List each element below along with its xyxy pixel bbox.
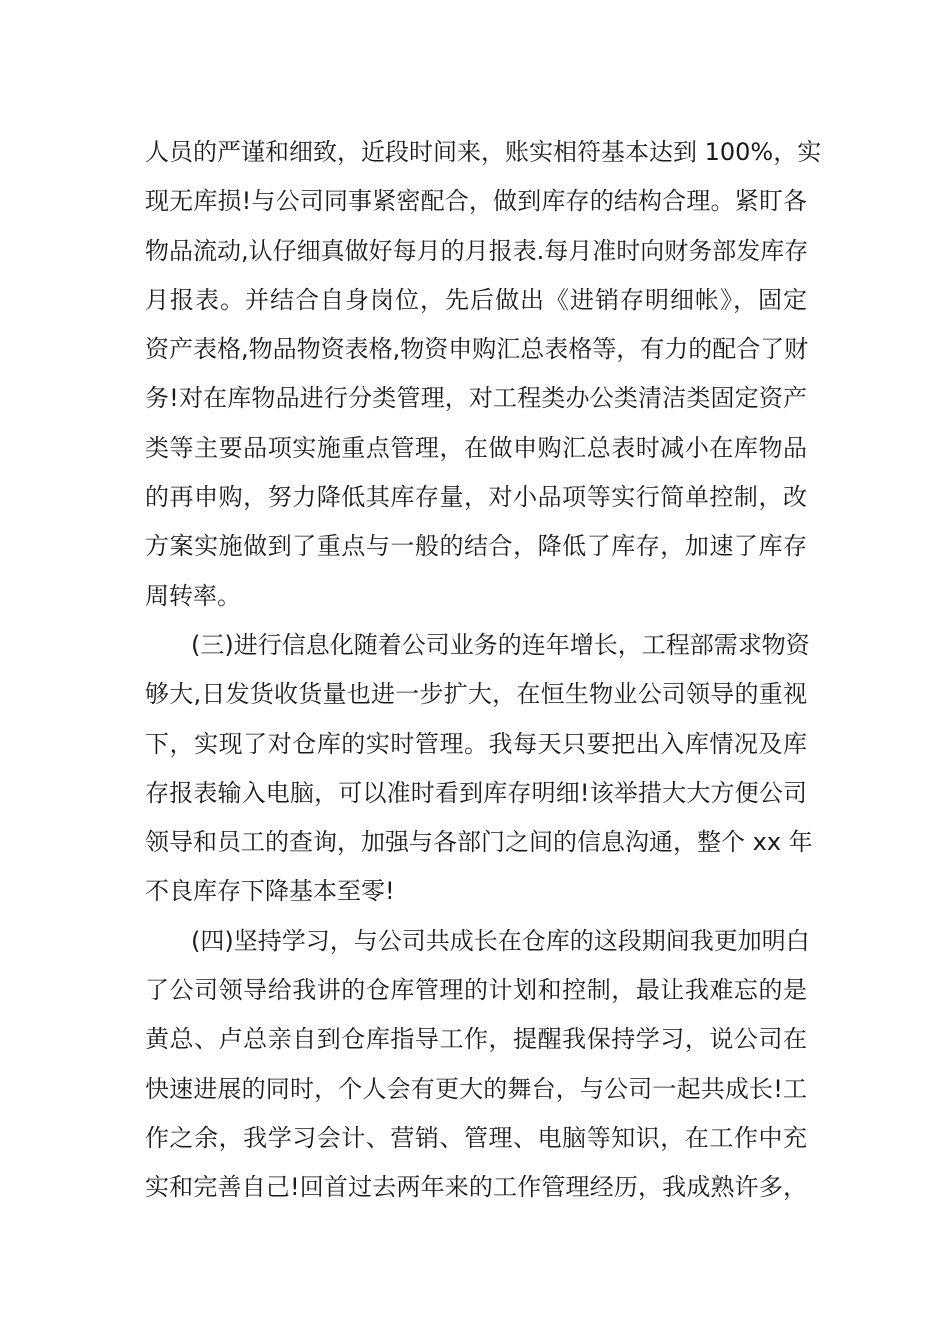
paragraph-inventory-management — [145, 128, 822, 621]
paragraph-section-four — [145, 917, 810, 1213]
text-line: 快速进展的同时，个人会有更大的舞台，与公司一起共成长!工 — [145, 1074, 807, 1103]
text-line: 黄总、卢总亲自到仓库指导工作，提醒我保持学习，说公司在 — [145, 1025, 807, 1054]
text-line: 不良库存下降基本至零! — [145, 877, 395, 906]
text-line: 够大,日发货收货量也进一步扩大，在恒生物业公司领导的重视 — [145, 680, 807, 709]
text-line: 了公司领导给我讲的仓库管理的计划和控制，最让我难忘的是 — [145, 976, 807, 1005]
text-line: 的再申购，努力降低其库存量，对小品项等实行简单控制，改 — [145, 483, 807, 512]
text-line: 月报表。并结合自身岗位，先后做出《进销存明细帐》，固定 — [145, 285, 807, 314]
text-line: (四)坚持学习，与公司共成长在仓库的这段期间我更加明白 — [191, 926, 810, 955]
text-line: 物品流动,认仔细真做好每月的月报表.每月准时向财务部发库存 — [145, 236, 809, 265]
text-line: 务!对在库物品进行分类管理，对工程类办公类清洁类固定资产 — [145, 384, 807, 413]
paragraph-section-three — [145, 621, 813, 917]
text-line: 类等主要品项实施重点管理，在做申购汇总表时减小在库物品 — [145, 433, 807, 462]
text-line: 存报表输入电脑，可以准时看到库存明细!该举措大大方便公司 — [145, 778, 807, 807]
text-line: 实和完善自己!回首过去两年来的工作管理经历，我成熟许多， — [145, 1173, 807, 1202]
text-line: 资产表格,物品物资表格,物资申购汇总表格等，有力的配合了财 — [145, 335, 809, 364]
text-line: 方案实施做到了重点与一般的结合，降低了库存，加速了库存 — [145, 532, 807, 561]
text-line: 现无库损!与公司同事紧密配合，做到库存的结构合理。紧盯各 — [145, 187, 807, 216]
text-line: 领导和员工的查询，加强与各部门之间的信息沟通，整个 xx 年 — [145, 828, 813, 857]
text-line: 下，实现了对仓库的实时管理。我每天只要把出入库情况及库 — [145, 729, 807, 758]
text-line: (三)进行信息化随着公司业务的连年增长，工程部需求物资 — [191, 630, 810, 659]
text-line: 作之余，我学习会计、营销、管理、电脑等知识，在工作中充 — [145, 1123, 807, 1152]
text-line: 周转率。 — [145, 581, 241, 610]
document-body — [145, 128, 822, 1213]
text-line: 人员的严谨和细致，近段时间来，账实相符基本达到 100%，实 — [145, 138, 822, 166]
